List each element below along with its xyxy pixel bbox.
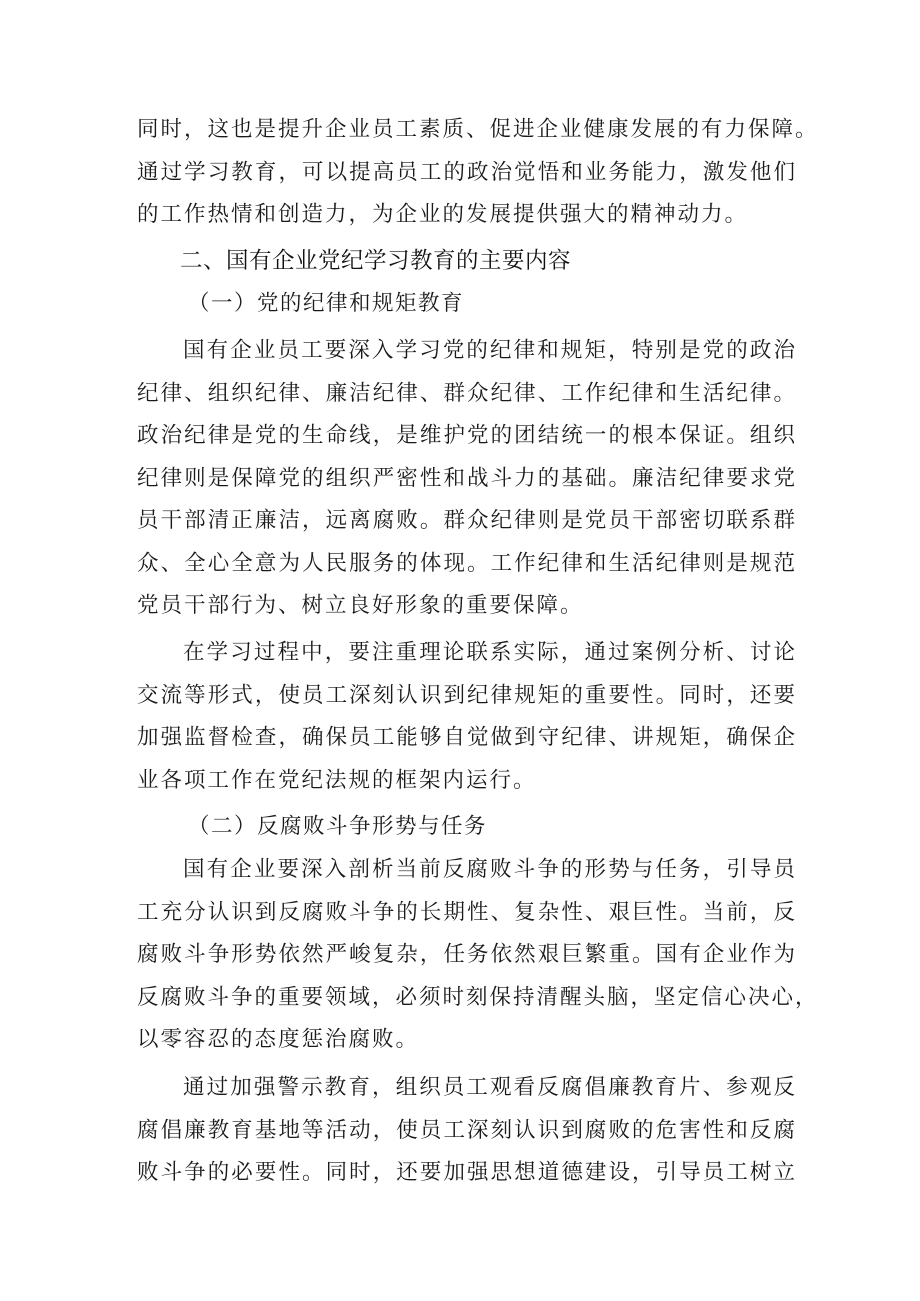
paragraph-line: 在学习过程中，要注重理论联系实际，通过案例分析、讨论: [183, 640, 797, 665]
subsection-title: （一）党的纪律和规矩教育: [188, 291, 465, 316]
paragraph-line: 党员干部行为、树立良好形象的重要保障。: [137, 593, 584, 618]
paragraph-line: 同时，这也是提升企业员工素质、促进企业健康发展的有力保障。: [137, 117, 819, 142]
paragraph-line: 国有企业员工要深入学习党的纪律和规矩，特别是党的政治: [183, 338, 797, 363]
body-paragraph: [137, 330, 797, 628]
paragraph-line: 通过学习教育，可以提高员工的政治觉悟和业务能力，激发他们: [137, 159, 797, 185]
paragraph-line: 政治纪律是党的生命线，是维护党的团结统一的根本保证。组织: [137, 423, 797, 448]
paragraph-line: 的工作热情和创造力，为企业的发展提供强大的精神动力。: [137, 202, 749, 227]
paragraph-line: 反腐败斗争的重要领域，必须时刻保持清醒头脑，坚定信心决心，: [137, 984, 819, 1010]
paragraph-line: 工充分认识到反腐败斗争的长期性、复杂性、艰巨性。当前，反: [137, 899, 797, 925]
body-paragraph: [137, 632, 797, 802]
subsection-title: （二）反腐败斗争形势与任务: [188, 814, 488, 839]
intro-paragraph: [137, 109, 819, 237]
paragraph-line: 腐败斗争形势依然严峻复杂，任务依然艰巨繁重。国有企业作为: [137, 942, 797, 967]
paragraph-line: 通过加强警示教育，组织员工观看反腐倡廉教育片、参观反: [183, 1075, 797, 1100]
body-paragraph: [137, 1067, 797, 1195]
section-heading: 二、国有企业党纪学习教育的主要内容: [180, 248, 572, 274]
paragraph-line: 纪律则是保障党的组织严密性和战斗力的基础。廉洁纪律要求党: [137, 465, 797, 491]
paragraph-line: 国有企业要深入剖析当前反腐败斗争的形势与任务，引导员: [183, 857, 797, 882]
paragraph-line: 以零容忍的态度惩治腐败。: [137, 1027, 420, 1052]
paragraph-line: 纪律、组织纪律、廉洁纪律、群众纪律、工作纪律和生活纪律。: [137, 380, 797, 406]
paragraph-line: 腐倡廉教育基地等活动，使员工深刻认识到腐败的危害性和反腐: [137, 1117, 797, 1143]
paragraph-line: 众、全心全意为人民服务的体现。工作纪律和生活纪律则是规范: [137, 550, 797, 576]
paragraph-line: 加强监督检查，确保员工能够自觉做到守纪律、讲规矩，确保企: [137, 725, 797, 750]
paragraph-line: 员干部清正廉洁，远离腐败。群众纪律则是党员干部密切联系群: [137, 508, 797, 533]
paragraph-line: 业各项工作在党纪法规的框架内运行。: [137, 767, 537, 793]
body-paragraph: [137, 849, 819, 1062]
paragraph-line: 败斗争的必要性。同时，还要加强思想道德建设，引导员工树立: [137, 1160, 797, 1185]
paragraph-line: 交流等形式，使员工深刻认识到纪律规矩的重要性。同时，还要: [137, 682, 797, 708]
